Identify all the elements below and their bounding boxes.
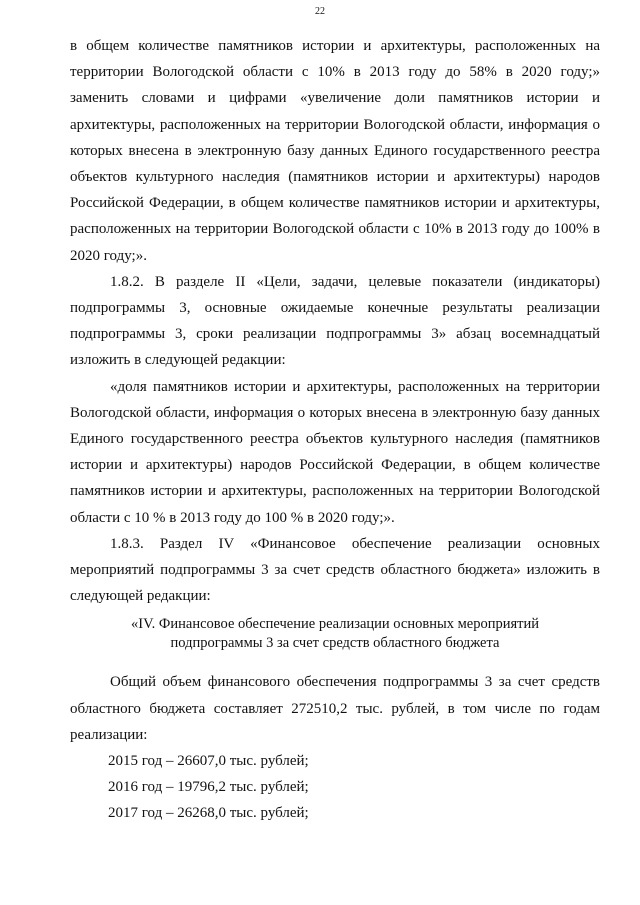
year-line-2015: 2015 год – 26607,0 тыс. рублей; [108, 753, 309, 770]
paragraph-total-funding: Общий объем финансового обеспечения подпрограммы 3 за счет средств областного бюджета составляет 272510,2 тыс. рублей, в том числе по годам реализации: [70, 674, 600, 743]
page-number: 22 [315, 6, 325, 17]
section-heading-line-1: «IV. Финансовое обеспечение реализации основных мероприятий [130, 616, 539, 633]
paragraph-1-8-3: 1.8.3. Раздел IV «Финансовое обеспечение реализации основных мероприятий подпрограммы 3 за счет средств областного бюджета» изложить в следующей редакции: [70, 535, 600, 605]
paragraph-continuation: в общем количестве памятников истории и архитектуры, расположенных на территории Вологодской области с 10% в 2013 году до 58% в 2020 году;» заменить словами и цифрами «увеличение доли памятников истории и архитектуры, расположенных на территории Вологодской области, информация о которых внесена в электронную базу данных Единого государственного реестра объектов культурного наследия (памятников истории и архитектуры) народов Российской Федерации, в общем количестве памятников истории и архитектуры, расположенных на территории Вологодской области с 10% в 2013 году до 100% в 2020 году;». [70, 38, 600, 264]
year-line-2017: 2017 год – 26268,0 тыс. рублей; [108, 805, 309, 822]
section-heading [70, 615, 600, 653]
document-body [70, 33, 600, 827]
paragraph-1-8-2: 1.8.2. В разделе II «Цели, задачи, целевые показатели (индикаторы) подпрограммы 3, основные ожидаемые конечные результаты реализации подпрограммы 3, сроки реализации подпрограммы 3» абзац восемнадцатый изложить в следующей редакции: [70, 273, 600, 369]
paragraph-quoted-indicator: «доля памятников истории и архитектуры, расположенных на территории Вологодской области, информация о которых внесена в электронную базу данных Единого государственного реестра объектов культурного наследия (памятников истории и архитектуры) народов Российской Федерации, в общем количестве памятников истории и архитектуры, расположенных на территории Вологодской области с 10 % в 2013 году до 100 % в 2020 году;». [70, 378, 600, 526]
year-line-2016: 2016 год – 19796,2 тыс. рублей; [108, 779, 309, 796]
section-heading-line-2: подпрограммы 3 за счет средств областного бюджета [170, 635, 500, 652]
